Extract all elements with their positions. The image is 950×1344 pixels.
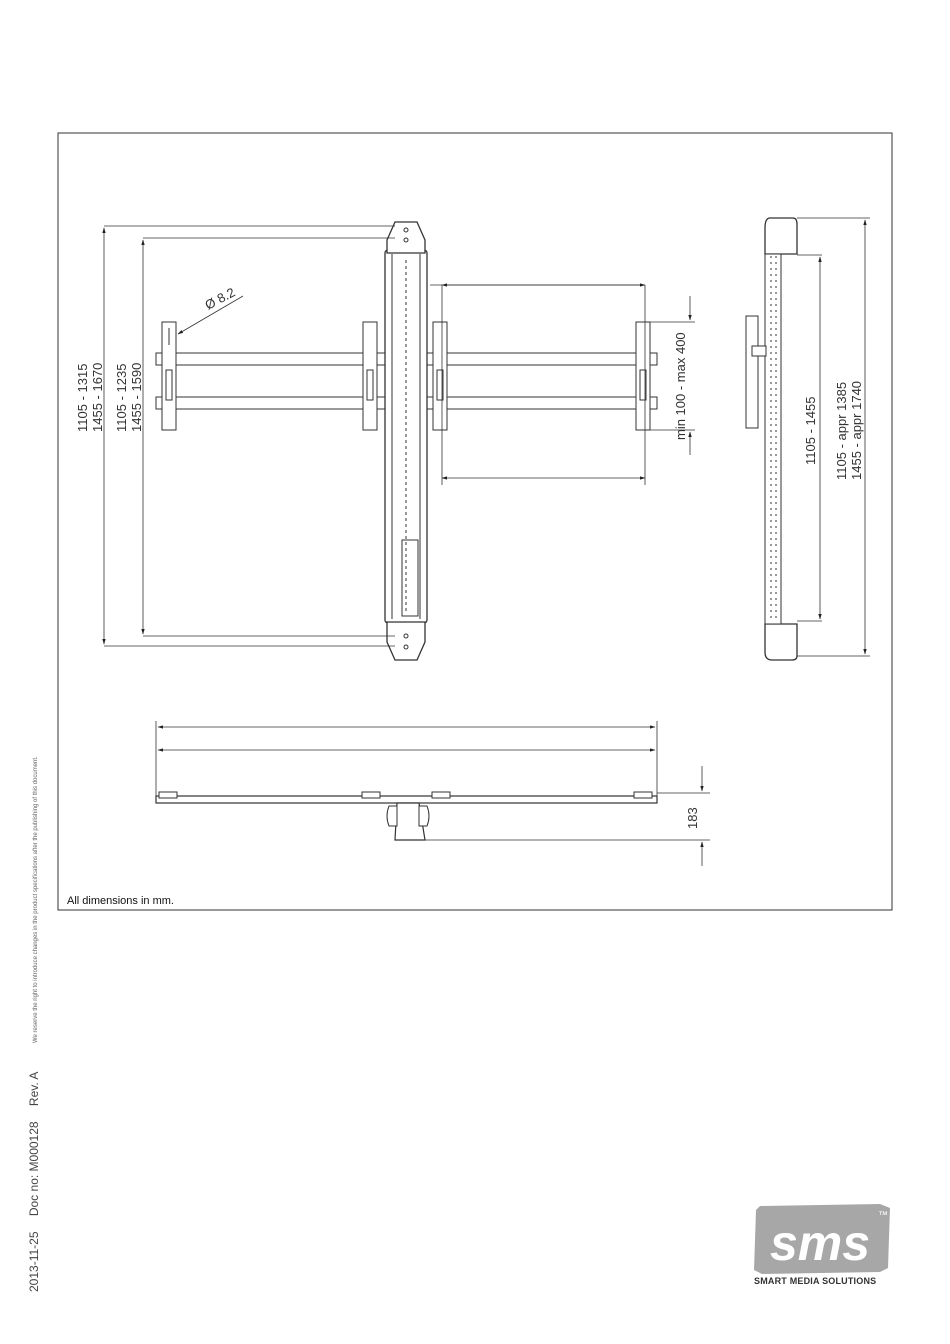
document-date: 2013-11-25 bbox=[27, 1231, 41, 1292]
document-revision: Rev. A bbox=[27, 1071, 41, 1107]
dimensions-note: All dimensions in mm. bbox=[67, 895, 174, 907]
side-column bbox=[765, 254, 781, 624]
dim-vesa-spacing: min 100 - max 400 bbox=[673, 332, 688, 440]
side-bracket bbox=[746, 316, 758, 428]
side-bottom-cap bbox=[765, 624, 797, 660]
bracket-left-inner bbox=[363, 322, 377, 430]
dim-hole-diameter: Ø 8.2 bbox=[202, 284, 238, 313]
logo-tagline: SMART MEDIA SOLUTIONS bbox=[754, 1276, 877, 1286]
top-rail bbox=[156, 796, 657, 803]
side-view bbox=[746, 218, 797, 660]
disclaimer: We reserve the right to introduce changes in the product specifications after the publishing of this document. bbox=[33, 756, 39, 1043]
top-view bbox=[156, 792, 657, 840]
dim-side-outer-b: 1455 - appr 1740 bbox=[849, 380, 864, 480]
bottom-cap bbox=[387, 622, 425, 660]
bracket-left-outer bbox=[162, 322, 176, 430]
bracket-right-inner bbox=[433, 322, 447, 430]
document-meta bbox=[27, 1060, 41, 1292]
dim-inner-height-b: 1455 - 1590 bbox=[129, 362, 144, 432]
bracket-right-outer bbox=[636, 322, 650, 430]
dim-depth: 183 bbox=[685, 807, 700, 829]
logo-trademark: ™ bbox=[878, 1210, 888, 1221]
dim-outer-height-b: 1455 - 1670 bbox=[90, 362, 105, 432]
dim-outer-height-a: 1105 - 1315 bbox=[75, 363, 90, 432]
dim-side-inner: 1105 - 1455 bbox=[803, 396, 818, 465]
document-number: Doc no: M000128 bbox=[27, 1121, 41, 1217]
dim-side-outer-a: 1105 - appr 1385 bbox=[834, 381, 849, 480]
side-top-cap bbox=[765, 218, 797, 254]
dim-inner-height-a: 1105 - 1235 bbox=[114, 363, 129, 432]
logo-brand: sms bbox=[769, 1215, 871, 1271]
